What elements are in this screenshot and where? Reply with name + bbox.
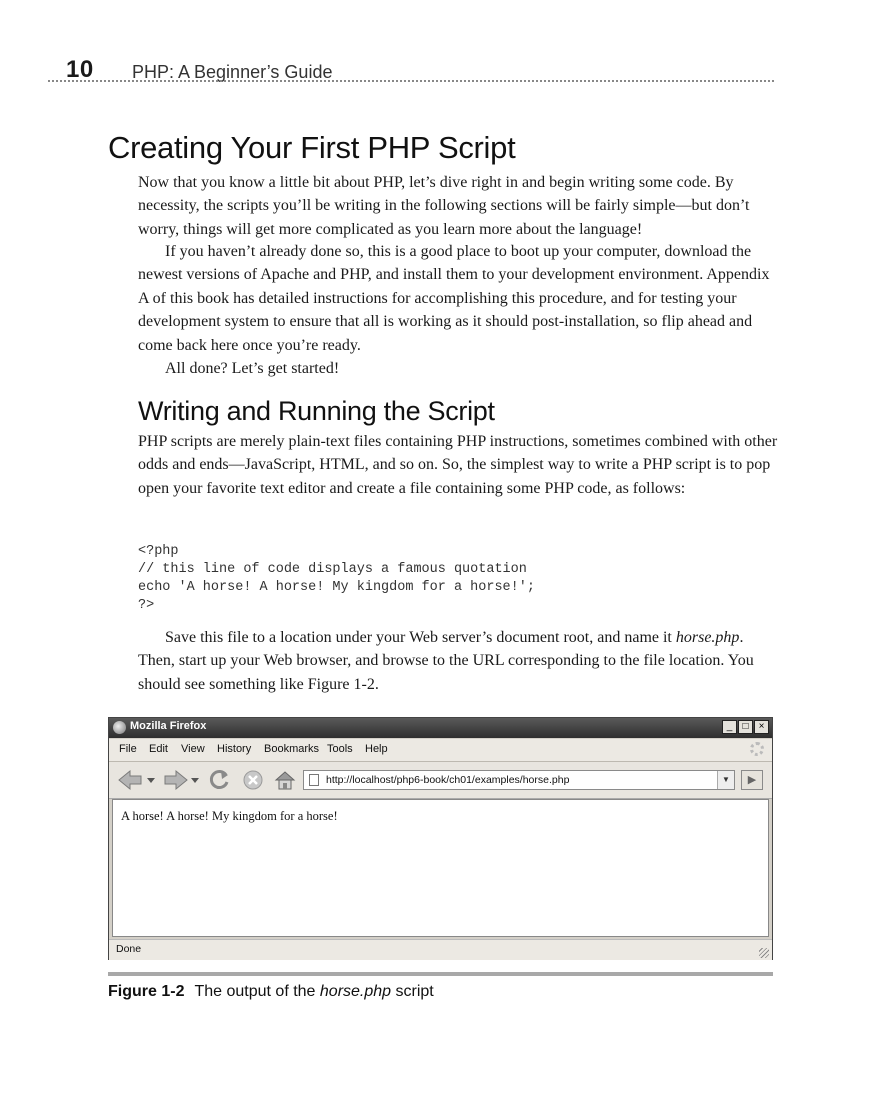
figure-rule — [108, 972, 773, 976]
address-dropdown-button[interactable]: ▼ — [717, 771, 734, 789]
minimize-button[interactable]: _ — [722, 720, 737, 734]
menu-history[interactable]: History — [217, 743, 252, 755]
reload-icon — [207, 768, 231, 792]
status-text: Done — [116, 943, 142, 955]
window-controls — [722, 720, 769, 734]
figure-caption — [108, 983, 434, 1001]
window-titlebar — [109, 718, 772, 738]
browser-screenshot — [108, 717, 773, 960]
go-arrow-icon: ▶ — [747, 774, 757, 786]
code-listing: <?php // this line of code displays a famous quotation echo 'A horse! A horse! My kingdom for a horse!'; ?> — [138, 544, 535, 613]
caption-text-after: script — [391, 983, 434, 1000]
reload-button[interactable] — [206, 768, 232, 792]
firefox-icon — [113, 721, 126, 734]
page-number: 10 — [66, 56, 94, 83]
menu-bar — [109, 739, 772, 762]
forward-arrow-icon — [161, 768, 201, 792]
menu-edit[interactable]: Edit — [149, 743, 168, 755]
intro-paragraph-3: All done? Let’s get started! — [165, 360, 340, 377]
page-icon — [309, 774, 319, 786]
navigation-toolbar — [109, 762, 772, 799]
header-dotted-rule — [48, 80, 774, 82]
book-title: PHP: A Beginner’s Guide — [132, 62, 333, 82]
menu-view[interactable]: View — [181, 743, 205, 755]
menu-bookmarks[interactable]: Bookmarks — [264, 743, 320, 755]
maximize-button[interactable]: □ — [738, 720, 753, 734]
caption-filename: horse.php — [319, 983, 392, 1000]
intro-paragraph-1: Now that you know a little bit about PHP, let’s dive right in and begin writing some code. By necessity, the scripts you’ll be writing in the following sections will be fairly simple—but don’t worry, things will get more complicated as you learn more about the language! — [138, 174, 750, 238]
address-url: http://localhost/php6-book/ch01/examples/horse.php — [326, 774, 570, 786]
stop-icon — [241, 768, 265, 792]
throbber-icon — [750, 742, 764, 756]
address-bar[interactable] — [303, 770, 735, 790]
window-title: Mozilla Firefox — [130, 720, 207, 732]
resize-grip-icon[interactable] — [759, 948, 769, 958]
figure-label: Figure 1-2 — [108, 983, 185, 1000]
status-bar — [109, 939, 772, 960]
home-button[interactable] — [272, 768, 298, 792]
close-button[interactable]: × — [754, 720, 769, 734]
caption-text-before: The output of the — [194, 983, 320, 1000]
section-title: Creating Your First PHP Script — [108, 130, 516, 165]
page-content — [112, 799, 769, 937]
back-button[interactable] — [115, 768, 159, 792]
home-icon — [273, 768, 297, 792]
subsection-title: Writing and Running the Script — [138, 396, 495, 426]
stop-button[interactable] — [240, 768, 266, 792]
body-paragraph-1: PHP scripts are merely plain-text files containing PHP instructions, sometimes combined with other odds and ends—JavaScript, HTML, and so on. So, the simplest way to write a PHP script is to pop open your favorite text editor and create a file containing some PHP code, as follows: — [138, 433, 778, 497]
page-output-text: A horse! A horse! My kingdom for a horse! — [121, 809, 338, 823]
intro-paragraph-2: If you haven’t already done so, this is a good place to boot up your computer, download the newest versions of Apache and PHP, and install them to your development environment. Appendix A of this book has detailed instructions for accomplishing this procedure, and for testing your development system to ensure that all is working as it should post-installation, so flip ahead and come back here once you’re ready. — [138, 243, 770, 354]
menu-file[interactable]: File — [119, 743, 137, 755]
p6-text-before: Save this file to a location under your Web server’s document root, and name it — [165, 629, 676, 646]
p6-filename: horse.php — [675, 629, 740, 646]
back-arrow-icon — [115, 768, 159, 792]
go-button[interactable] — [741, 770, 763, 790]
p6-text-after: . Then, start up your Web browser, and browse to the URL corresponding to the file location. You should see something like Figure 1-2. — [138, 629, 754, 693]
menu-tools[interactable]: Tools — [327, 743, 353, 755]
running-header — [48, 56, 774, 86]
forward-button[interactable] — [161, 768, 201, 792]
menu-help[interactable]: Help — [365, 743, 388, 755]
body-paragraph-2 — [138, 626, 778, 696]
